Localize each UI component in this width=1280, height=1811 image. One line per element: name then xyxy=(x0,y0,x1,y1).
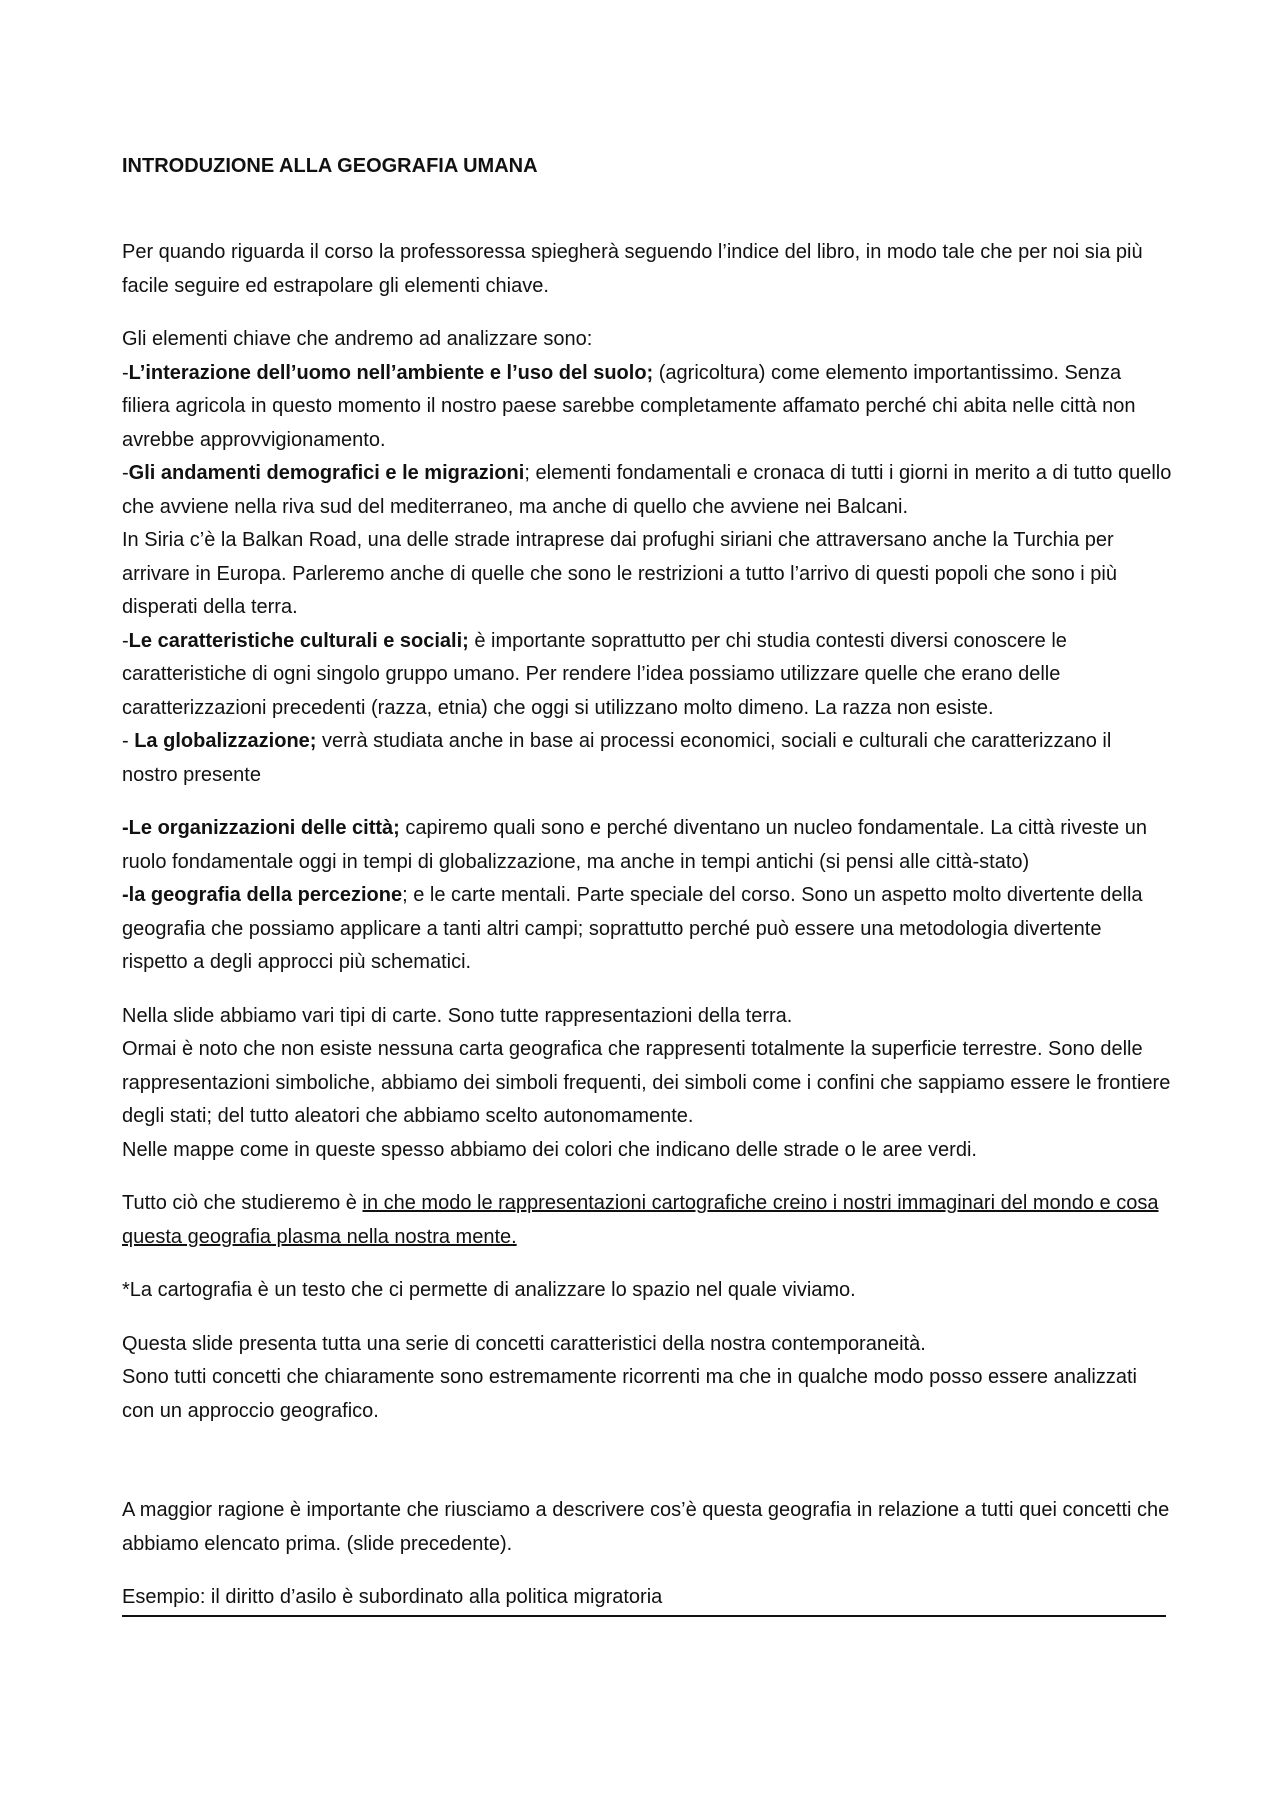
list-item: - La globalizzazione; verrà studiata anche in base ai processi economici, sociali e culturali che caratterizzano il nostro presente xyxy=(122,730,1112,786)
list-item: -L’interazione dell’uomo nell’ambiente e l’uso del suolo; (agricoltura) come elemento importantissimo. Senza filiera agricola in questo momento il nostro paese sarebbe completamente affamato perché chi abita nelle città non avrebbe approvvigionamento. xyxy=(122,361,1136,451)
intro-paragraph: Per quando riguarda il corso la professoressa spiegherà seguendo l’indice del libro, in modo tale che per noi sia più facile seguire ed estrapolare gli elementi chiave. xyxy=(122,241,1143,297)
cartography-note: *La cartografia è un testo che ci permette di analizzare lo spazio nel quale viviamo. xyxy=(122,1279,856,1301)
list-item: -Le organizzazioni delle città; capiremo quali sono e perché diventano un nucleo fondamentale. La città riveste un ruolo fondamentale oggi in tempi di globalizzazione, ma anche in tempi antichi (si pensi alle città-stato) xyxy=(122,817,1147,873)
slide-paragraph: Nella slide abbiamo vari tipi di carte. Sono tutte rappresentazioni della terra. Ormai è noto che non esiste nessuna carta geografica che rappresenti totalmente la superficie terrestre. Sono delle rappresentazioni simboliche, abbiamo dei simboli frequenti, dei simboli come i confini che sappiamo essere le frontiere degli stati; del tutto aleatori che abbiamo scelto autonomamente. Nelle mappe come in queste spesso abbiamo dei colori che indicano delle strade o le aree verdi. xyxy=(122,1004,1171,1161)
study-paragraph: Tutto ciò che studieremo è in che modo le rappresentazioni cartografiche creino i nostri immaginari del mondo e cosa questa geografia plasma nella nostra mente. xyxy=(122,1192,1159,1248)
document-title: INTRODUZIONE ALLA GEOGRAFIA UMANA xyxy=(122,155,538,177)
list-item: -Le caratteristiche culturali e sociali; è importante soprattutto per chi studia contesti diversi conoscere le caratteristiche di ogni singolo gruppo umano. Per rendere l’idea possiamo utilizzare quelle che erano delle caratterizzazioni precedenti (razza, etnia) che oggi si utilizzano molto dimeno. La razza non esiste. xyxy=(122,629,1067,719)
key-elements-section-2 xyxy=(122,812,1172,980)
list-item: -Gli andamenti demografici e le migrazioni; elementi fondamentali e cronaca di tutti i giorni in merito a di tutto quello che avviene nella riva sud del mediterraneo, ma anche di quello che avviene nei Balcani. xyxy=(122,462,1172,518)
example-line: Esempio: il diritto d’asilo è subordinato alla politica migratoria xyxy=(122,1581,1166,1617)
reason-paragraph: A maggior ragione è importante che riusciamo a descrivere cos’è questa geografia in relazione a tutti quei concetti che abbiamo elencato prima. (slide precedente). xyxy=(122,1499,1170,1555)
concepts-paragraph: Questa slide presenta tutta una serie di concetti caratteristici della nostra contemporaneità. Sono tutti concetti che chiaramente sono estremamente ricorrenti ma che in qualche modo posso essere analizzati con un approccio geografico. xyxy=(122,1332,1137,1422)
list-item: In Siria c’è la Balkan Road, una delle strade intraprese dai profughi siriani che attraversano anche la Turchia per arrivare in Europa. Parleremo anche di quelle che sono le restrizioni a tutto l’arrivo di questi popoli che sono i più disperati della terra. xyxy=(122,529,1117,618)
list-item: -la geografia della percezione; e le carte mentali. Parte speciale del corso. Sono un aspetto molto divertente della geografia che possiamo applicare a tanti altri campi; soprattutto perché può essere una metodologia divertente rispetto a degli approcci più schematici. xyxy=(122,884,1143,973)
underlined-statement: in che modo le rappresentazioni cartografiche creino i nostri immaginari del mondo e cosa questa geografia plasma nella nostra mente. xyxy=(122,1192,1159,1248)
key-elements-intro: Gli elementi chiave che andremo ad analizzare sono: xyxy=(122,328,593,350)
key-elements-section xyxy=(122,323,1172,792)
document-page xyxy=(122,150,1172,1617)
